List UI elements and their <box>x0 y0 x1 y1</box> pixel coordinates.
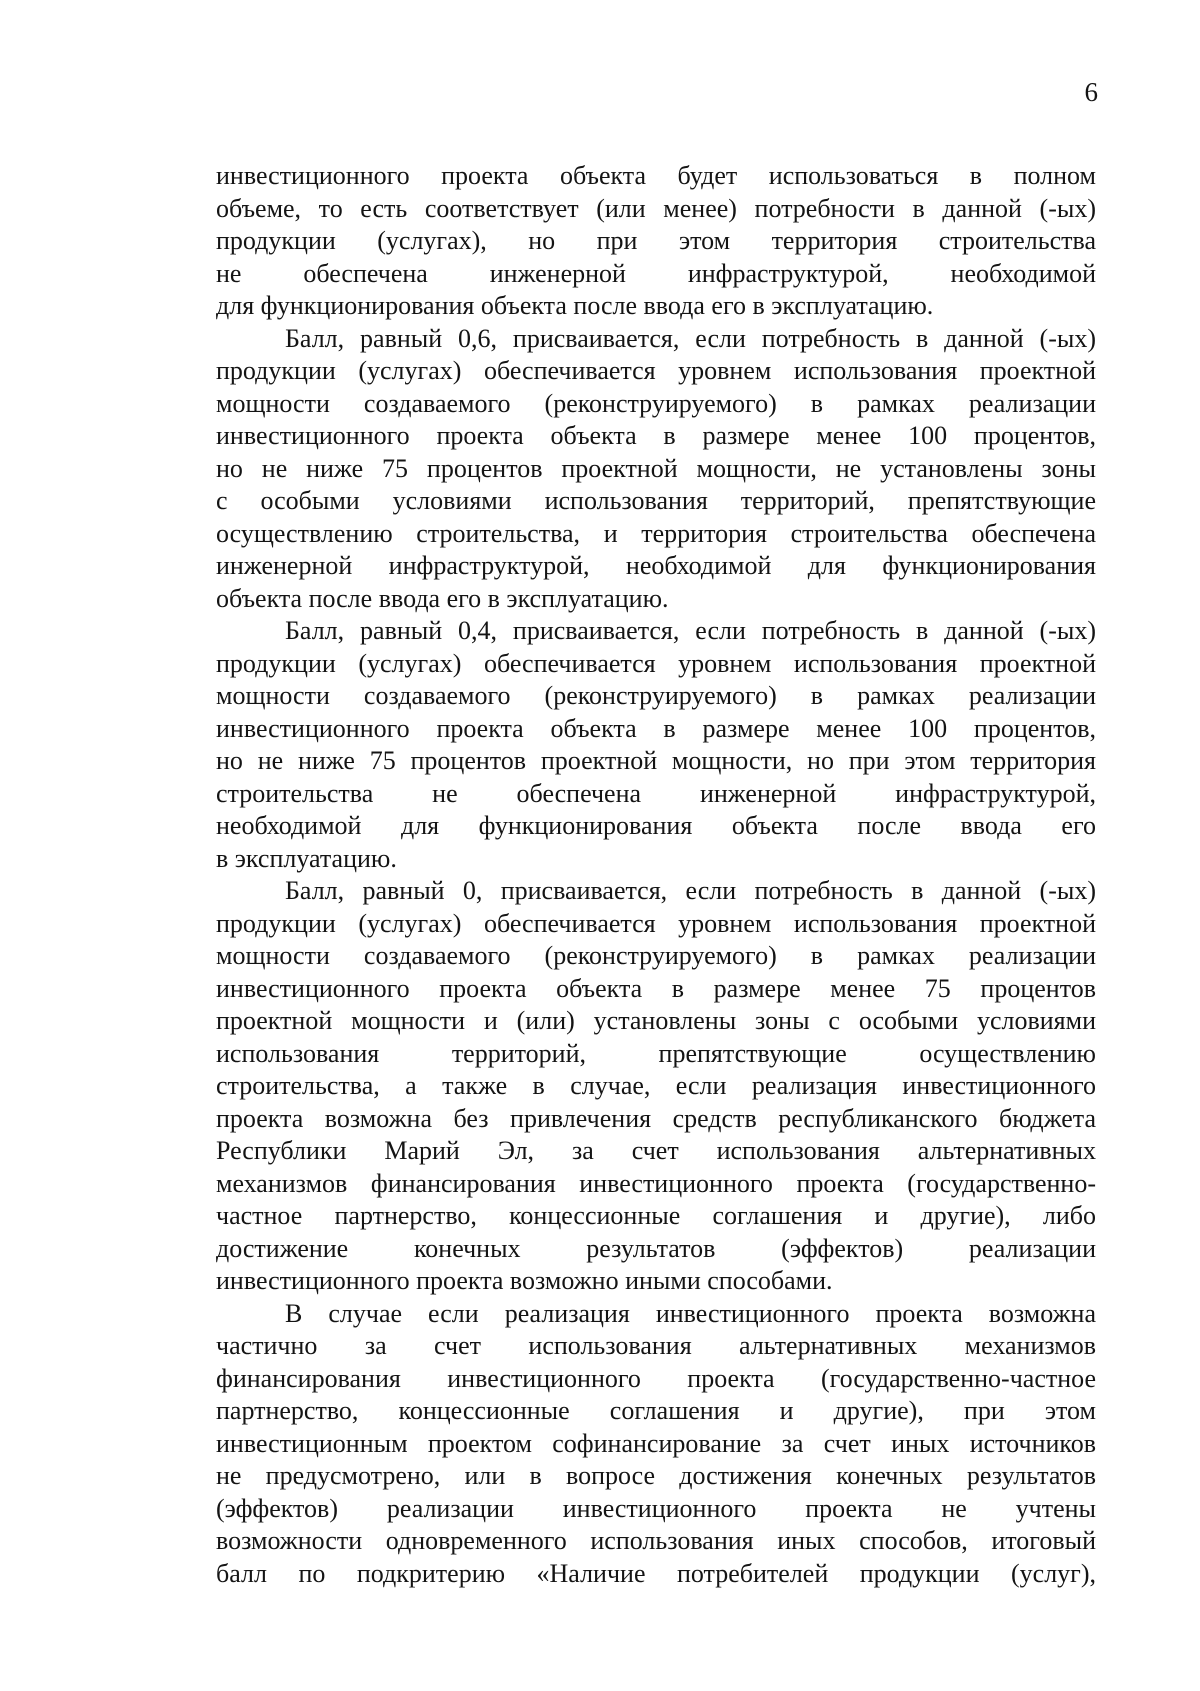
text-line: финансирования инвестиционного проекта (государственно-частное <box>216 1363 1096 1393</box>
text-line: продукции (услугах), но при этом территория строительства <box>216 226 1096 255</box>
text-line: необходимой для функционирования объекта после ввода его <box>216 811 1096 840</box>
text-line: инвестиционного проекта объекта в размере менее 100 процентов, <box>216 421 1096 450</box>
text-line: инвестиционным проектом софинансирование за счет иных источников <box>216 1428 1096 1458</box>
page-number: 6 <box>1084 77 1098 107</box>
text-line: Балл, равный 0,6, присваивается, если потребность в данной (-ых) <box>285 323 1096 353</box>
text-line: с особыми условиями использования территорий, препятствующие <box>216 486 1096 515</box>
text-line: проектной мощности и (или) установлены зоны с особыми условиями <box>216 1006 1096 1035</box>
text-line: частично за счет использования альтернативных механизмов <box>216 1331 1096 1360</box>
text-line: проекта возможна без привлечения средств республиканского бюджета <box>216 1103 1096 1133</box>
text-line: достижение конечных результатов (эффектов) реализации <box>216 1233 1096 1263</box>
text-line: В случае если реализация инвестиционного проекта возможна <box>285 1298 1096 1328</box>
text-line: строительства, а также в случае, если реализация инвестиционного <box>216 1071 1096 1100</box>
text-line: использования территорий, препятствующие осуществлению <box>216 1038 1096 1068</box>
text-line: Балл, равный 0,4, присваивается, если потребность в данной (-ых) <box>285 616 1096 645</box>
text-line: Республики Марий Эл, за счет использования альтернативных <box>216 1136 1096 1165</box>
text-line: не обеспечена инженерной инфраструктурой, необходимой <box>216 258 1096 288</box>
text-line: в эксплуатацию. <box>216 843 397 873</box>
text-line: мощности создаваемого (реконструируемого) в рамках реализации <box>216 388 1096 418</box>
text-line: Балл, равный 0, присваивается, если потребность в данной (-ых) <box>285 876 1096 905</box>
text-line: для функционирования объекта после ввода его в эксплуатацию. <box>216 291 934 320</box>
text-line: инвестиционного проекта объекта в размере менее 75 процентов <box>216 973 1096 1003</box>
text-line: осуществлению строительства, и территория строительства обеспечена <box>216 518 1096 548</box>
text-line: инженерной инфраструктурой, необходимой для функционирования <box>216 551 1096 580</box>
text-line: мощности создаваемого (реконструируемого) в рамках реализации <box>216 941 1096 970</box>
text-line: не предусмотрено, или в вопросе достижения конечных результатов <box>216 1461 1096 1490</box>
text-line: инвестиционного проекта возможно иными способами. <box>216 1266 833 1295</box>
text-line: продукции (услугах) обеспечивается уровнем использования проектной <box>216 908 1096 938</box>
text-line: продукции (услугах) обеспечивается уровнем использования проектной <box>216 648 1096 678</box>
text-line: (эффектов) реализации инвестиционного проекта не учтены <box>216 1493 1096 1523</box>
text-line: объеме, то есть соответствует (или менее) потребности в данной (-ых) <box>216 193 1096 223</box>
text-line: партнерство, концессионные соглашения и другие), при этом <box>216 1396 1096 1425</box>
text-line: возможности одновременного использования иных способов, итоговый <box>216 1526 1096 1555</box>
text-line: объекта после ввода его в эксплуатацию. <box>216 583 669 613</box>
text-line: мощности создаваемого (реконструируемого) в рамках реализации <box>216 681 1096 710</box>
text-line: инвестиционного проекта объекта в размере менее 100 процентов, <box>216 713 1096 743</box>
text-line: но не ниже 75 процентов проектной мощности, не установлены зоны <box>216 453 1096 483</box>
text-line: продукции (услугах) обеспечивается уровнем использования проектной <box>216 356 1096 385</box>
body-text <box>216 160 1096 1590</box>
text-line: инвестиционного проекта объекта будет использоваться в полном <box>216 161 1096 190</box>
text-line: строительства не обеспечена инженерной инфраструктурой, <box>216 778 1096 808</box>
text-line: механизмов финансирования инвестиционного проекта (государственно- <box>216 1168 1096 1198</box>
text-line: частное партнерство, концессионные соглашения и другие), либо <box>216 1201 1096 1230</box>
text-line: но не ниже 75 процентов проектной мощности, но при этом территория <box>216 746 1096 775</box>
text-line: балл по подкритерию «Наличие потребителей продукции (услуг), <box>216 1558 1096 1588</box>
